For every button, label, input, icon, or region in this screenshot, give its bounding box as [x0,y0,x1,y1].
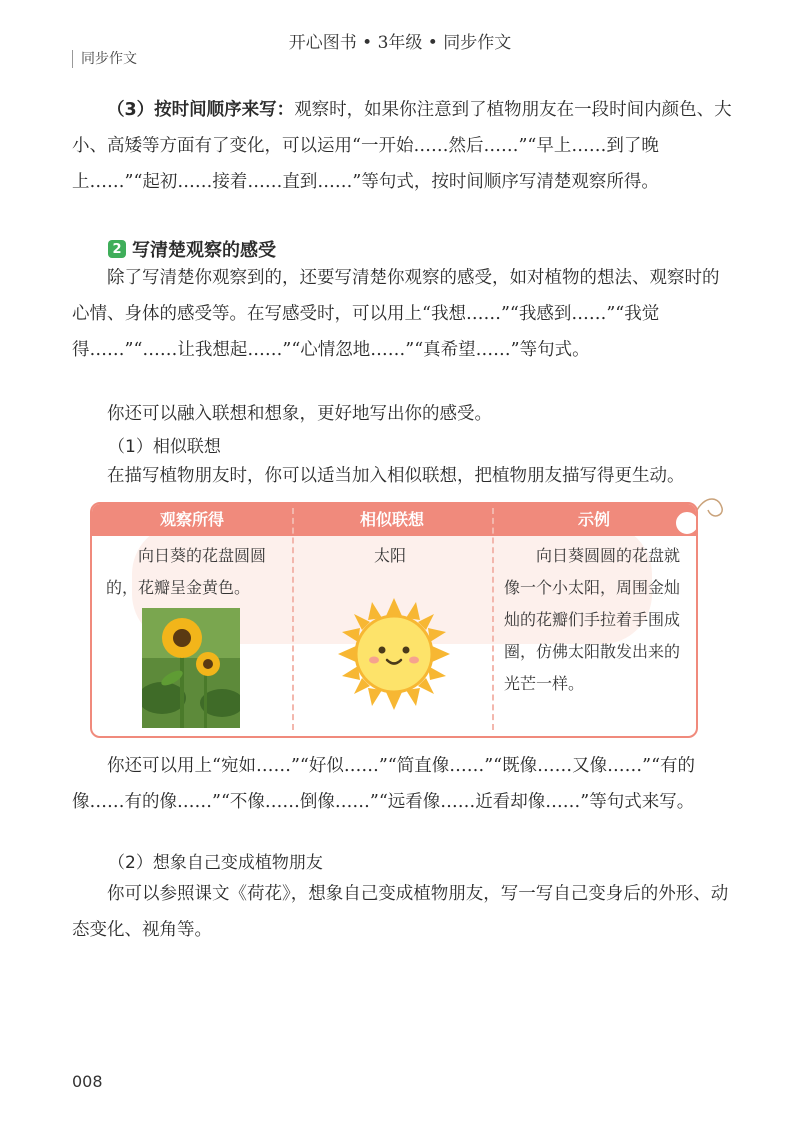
para-lead: （3）按时间顺序来写： [107,100,295,120]
sunflower-photo [142,608,240,728]
paragraph-sentence-patterns: 你还可以用上“宛如……”“好似……”“简直像……”“既像……又像……”“有的像……有的像……”“不像……倒像……”“远看像……近看却像……”等句式来写。 [72,756,696,812]
table-header-row [92,504,696,536]
paragraph-similar-association: 在描写植物朋友时，你可以适当加入相似联想，把植物朋友描写得更生动。 [107,466,685,486]
section-heading-text: 写清楚观察的感受 [132,240,276,261]
cartoon-sun-icon [338,598,450,710]
page-number: 008 [72,1072,103,1091]
para-body: 观察时，如果你注意到了植物朋友在一段时间内颜色、大小、高矮等方面有了变化，可以运用“一开始……然后……”“早上……到了晚上……”“起初……接着……直到……”等句式，按时间顺序写清楚观察所得。 [72,100,732,192]
section-heading [108,236,276,262]
association-table [90,502,698,738]
table-header-association: 相似联想 [359,510,424,529]
paragraph-imagine-plant: 你可以参照课文《荷花》，想象自己变成植物朋友，写一写自己变身后的外形、动态变化、视角等。 [72,884,729,940]
table-cell-observed: 向日葵的花盘圆圆的，花瓣呈金黄色。 [106,546,267,597]
paragraph-time-order [72,92,732,200]
table-cell-association: 太阳 [374,546,407,565]
paragraph-feelings: 除了写清楚你观察到的，还要写清楚你观察的感受，如对植物的想法、观察时的心情、身体的感受等。在写感受时，可以用上“我想……”“我感到……”“我觉得……”“……让我想起……”“心情忽地……”“真希望……”等句式。 [72,268,720,360]
column-divider [292,508,294,730]
section-number-badge: 2 [108,240,126,258]
table-header-example: 示例 [577,510,610,529]
table-header-observed: 观察所得 [159,510,224,529]
paragraph-association-intro: 你还可以融入联想和想象，更好地写出你的感受。 [107,404,492,424]
header-title: 开心图书 • 3年级 • 同步作文 [288,33,512,53]
tag-hole-icon [674,510,698,536]
column-divider [492,508,494,730]
header-section: 同步作文 [72,50,137,68]
subheading-imagine-plant: （2）想象自己变成植物朋友 [108,853,323,873]
table-cell-example: 向日葵圆圆的花盘就像一个小太阳，周围金灿灿的花瓣们手拉着手围成圈，仿佛太阳散发出来的光芒一样。 [504,546,681,693]
subheading-similar-association: （1）相似联想 [108,437,221,457]
